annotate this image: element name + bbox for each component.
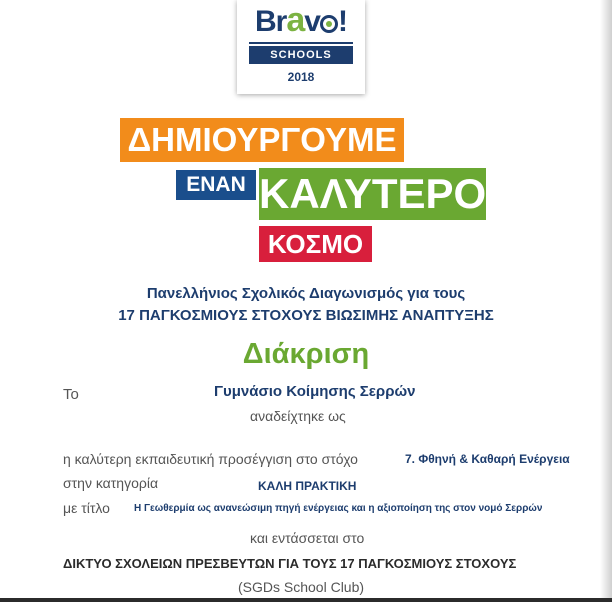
title-value: Η Γεωθερμία ως ανανεώσιμη πηγή ενέργειας και η αξιοποίηση της στον νομό Σερρών [134, 503, 543, 514]
logo-divider [249, 42, 353, 44]
school-name: Γυμνάσιο Κοίμησης Σερρών [214, 383, 416, 400]
award-title: Διάκριση [242, 338, 370, 370]
competition-subtitle-line2: 17 ΠΑΓΚΟΣΜΙΟΥΣ ΣΤΟΧΟΥΣ ΒΙΩΣΙΜΗΣ ΑΝΑΠΤΥΞΗΣ [118, 307, 494, 324]
to-label: Το [63, 386, 79, 403]
approach-label: η καλύτερη εκπαιδευτική προσέγγιση στο στόχο [63, 451, 358, 467]
headline-kalytero: ΚΑΛΥΤΕΡΟ [259, 168, 486, 220]
logo-ring-icon [320, 15, 338, 33]
title-label: με τίτλο [63, 500, 110, 516]
network-subtitle: (SGDs School Club) [238, 579, 365, 595]
headline-kosmo: ΚΟΣΜΟ [259, 226, 372, 262]
included-label: και εντάσσεται στο [250, 530, 365, 546]
bravo-schools-logo [237, 0, 365, 94]
declared-label: αναδείχτηκε ως [250, 408, 346, 424]
logo-subtitle: SCHOOLS [249, 46, 353, 64]
logo-wordmark: Brav ! [255, 1, 347, 39]
competition-subtitle-line1: Πανελλήνιος Σχολικός Διαγωνισμός για τους [146, 285, 466, 302]
headline-enan: ΕΝΑΝ [176, 170, 256, 200]
page-edge-shadow [600, 0, 612, 602]
network-name: ΔΙΚΤΥΟ ΣΧΟΛΕΙΩΝ ΠΡΕΣΒΕΥΤΩΝ ΓΙΑ ΤΟΥΣ 17 ΠΑΓΚΟΣΜΙΟΥΣ ΣΤΟΧΟΥΣ [63, 556, 517, 571]
page-bottom-edge [0, 598, 612, 602]
logo-year: 2018 [287, 70, 315, 84]
headline-line1: ΔΗΜΙΟΥΡΓΟΥΜΕ [120, 118, 404, 162]
category-label: στην κατηγορία [63, 475, 159, 491]
category-value: ΚΑΛΗ ΠΡΑΚΤΙΚΗ [258, 479, 357, 493]
goal-value: 7. Φθηνή & Καθαρή Ενέργεια [405, 452, 570, 466]
